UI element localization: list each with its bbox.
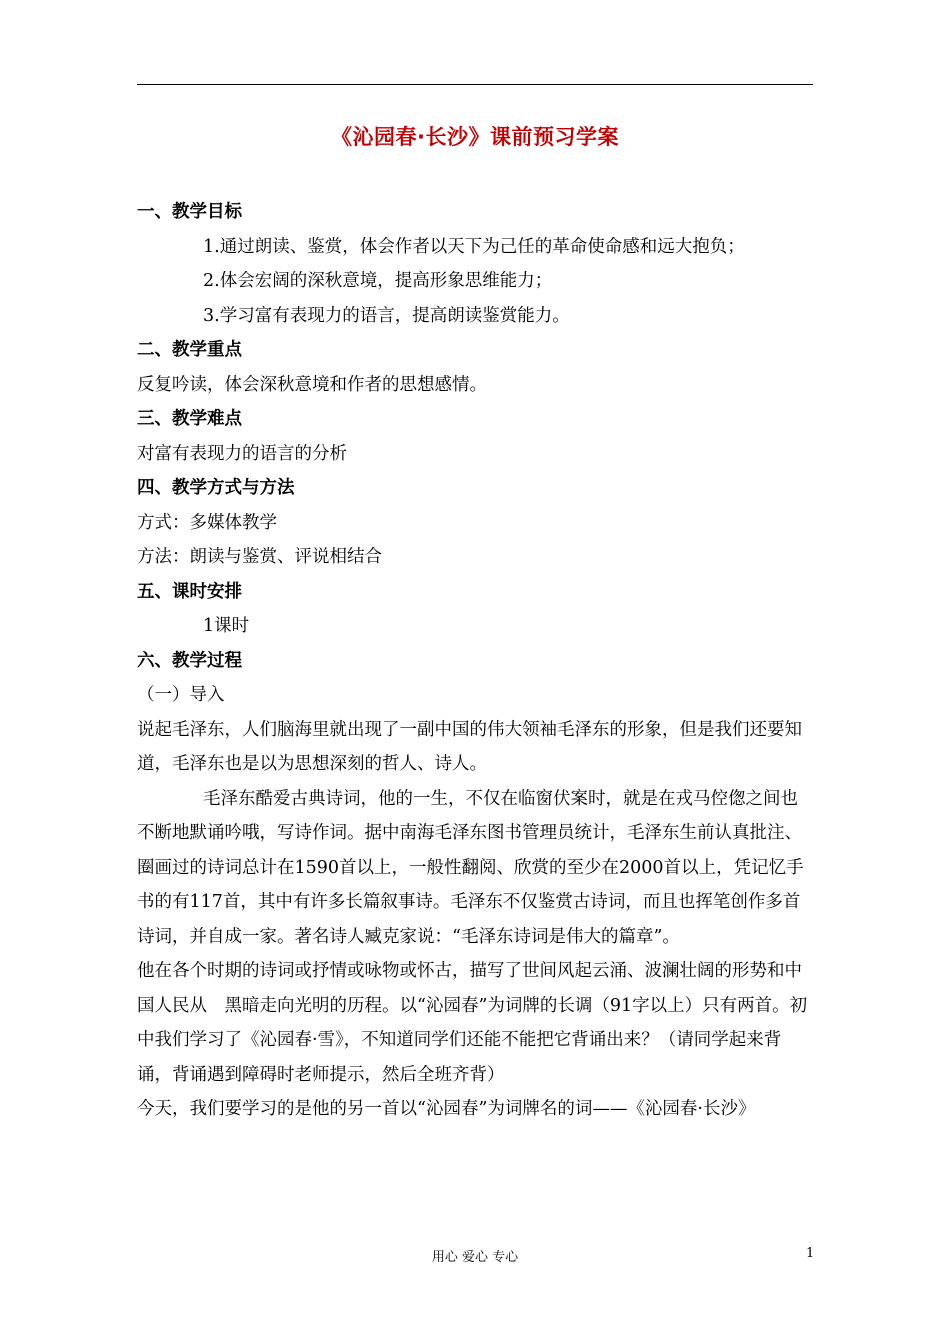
page-footer: 用心 爱心 专心 bbox=[431, 1250, 519, 1265]
section-heading-difficulties: 三、教学难点 bbox=[137, 409, 242, 429]
section-heading-methods: 四、教学方式与方法 bbox=[137, 478, 295, 498]
key-points-text: 反复吟读，体会深秋意境和作者的思想感情。 bbox=[137, 374, 487, 395]
process-paragraph: 他在各个时期的诗词或抒情或咏物或怀古，描写了世间风起云涌、波澜壮阔的形势和中国人民从 黑暗走向光明的历程。以“沁园春”为词牌的长调（91字以上）只有两首。初中我们学习了《沁园春·雪》，不知道同学们还能不能把它背诵出来？（请同学起来背诵，背诵遇到障碍时老师提示，然后全班齐背） bbox=[137, 961, 808, 1085]
goal-item: 2.体会宏阔的深秋意境，提高形象思维能力； bbox=[203, 271, 553, 291]
goal-item: 3.学习富有表现力的语言，提高朗读鉴赏能力。 bbox=[203, 305, 570, 326]
process-paragraph: 毛泽东酷爱古典诗词，他的一生，不仅在临窗伏案时，就是在戎马倥偬之间也不断地默诵吟哦，写诗作词。据中南海毛泽东图书管理员统计，毛泽东生前认真批注、圈画过的诗词总计在1590首以上，一般性翻阅、欣赏的至少在2000首以上，凭记忆手书的有117首，其中有许多长篇叙事诗。毛泽东不仅鉴赏古诗词，而且也挥笔创作多首诗词，并自成一家。著名诗人臧克家说：“毛泽东诗词是伟大的篇章”。 bbox=[137, 788, 804, 947]
process-paragraph: 今天，我们要学习的是他的另一首以“沁园春”为词牌名的词——《沁园春·长沙》 bbox=[137, 1099, 756, 1119]
header-rule bbox=[137, 84, 813, 85]
difficulties-text: 对富有表现力的语言的分析 bbox=[137, 443, 347, 464]
process-paragraph: 说起毛泽东，人们脑海里就出现了一副中国的伟大领袖毛泽东的形象，但是我们还要知道，毛泽东也是以为思想深刻的哲人、诗人。 bbox=[137, 719, 802, 774]
document-title: 《沁园春·长沙》课前预习学案 bbox=[331, 125, 619, 149]
document-body bbox=[137, 195, 813, 1127]
section-heading-key-points: 二、教学重点 bbox=[137, 340, 242, 360]
methods-line: 方法：朗读与鉴赏、评说相结合 bbox=[137, 547, 382, 567]
page-number: 1 bbox=[806, 1246, 815, 1261]
process-subheading: （一）导入 bbox=[137, 685, 225, 705]
section-heading-schedule: 五、课时安排 bbox=[137, 581, 242, 602]
methods-line: 方式：多媒体教学 bbox=[137, 512, 277, 533]
goal-item: 1.通过朗读、鉴赏，体会作者以天下为己任的革命使命感和远大抱负； bbox=[203, 236, 745, 257]
section-heading-process: 六、教学过程 bbox=[137, 650, 242, 671]
section-heading-goals: 一、教学目标 bbox=[137, 202, 242, 222]
schedule-text: 1课时 bbox=[203, 616, 250, 636]
